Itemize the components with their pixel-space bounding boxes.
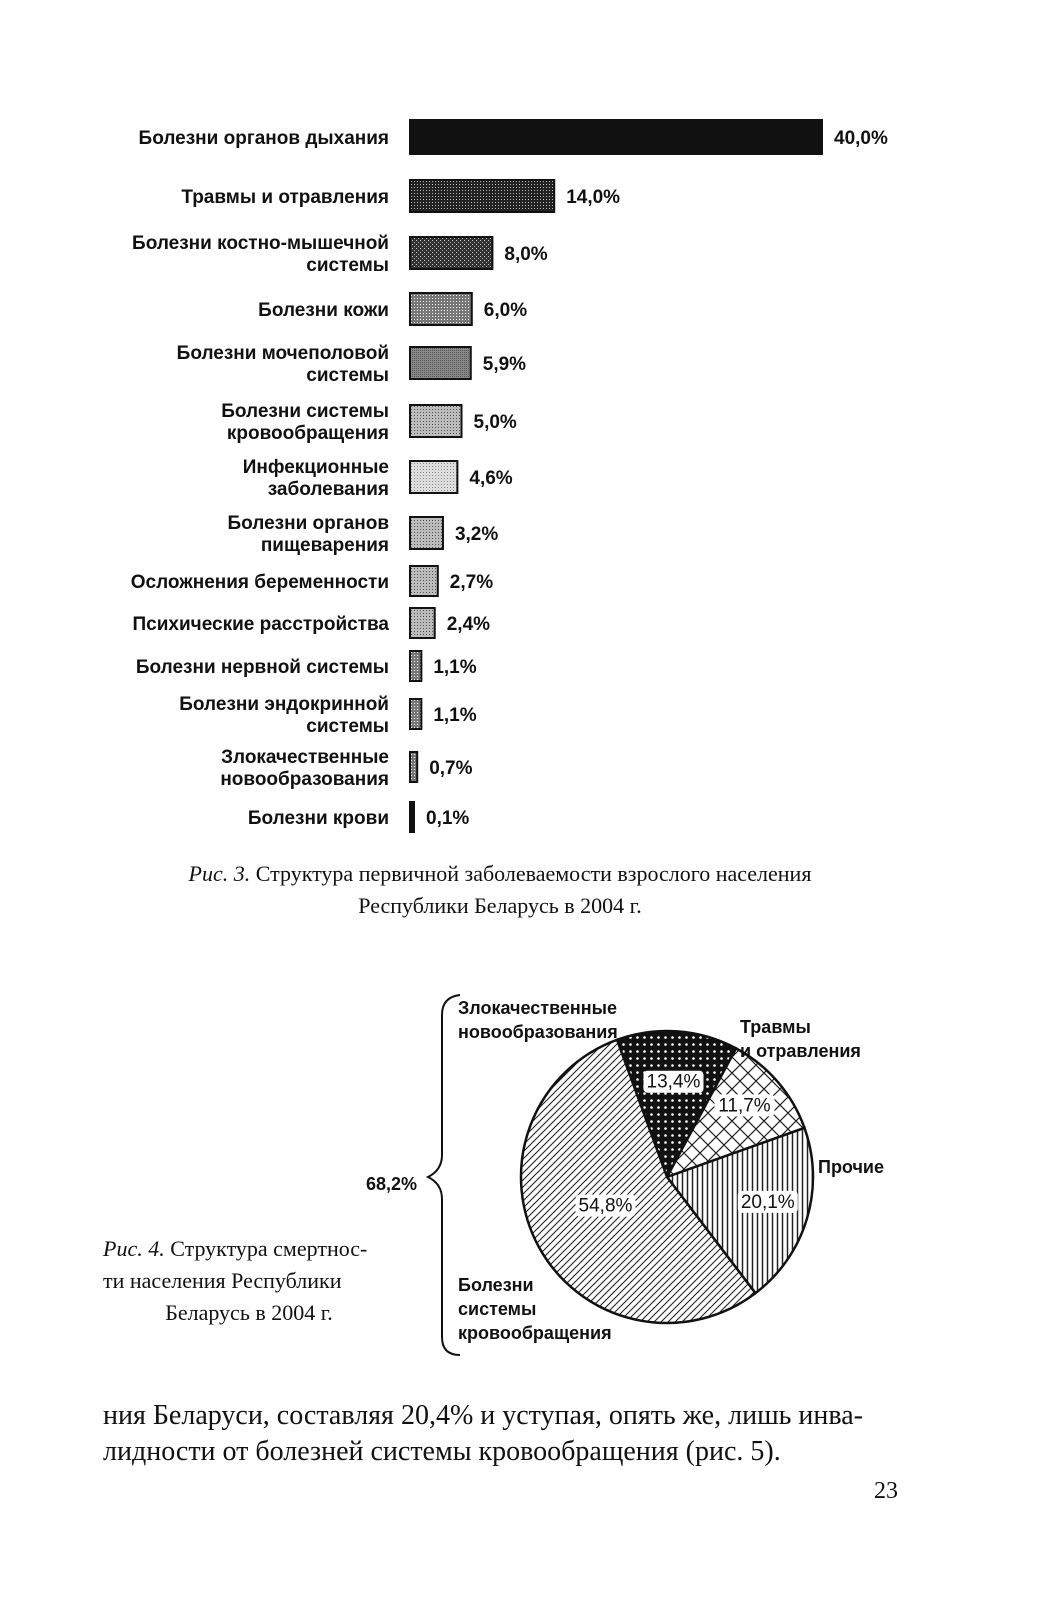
bar [410,517,443,549]
bar-value-label: 0,7% [429,758,473,779]
figure-3-caption [0,858,1000,922]
bar [410,699,421,729]
bar [410,802,414,832]
pie-value-label: 54,8% [578,1195,633,1217]
page-number: 23 [874,1478,898,1504]
bar-category-label: Злокачественные [221,747,389,768]
pie-slice-label: Болезни [458,1275,534,1295]
bracket-label: 68,2% [365,1174,417,1194]
figure-3-caption-line-1 [0,858,1000,890]
bar-category-label: системы [306,716,389,737]
bar-value-label: 4,6% [469,468,513,489]
bracket [428,995,460,1355]
bar [410,405,462,437]
bar-value-label: 8,0% [504,244,548,265]
bar [410,180,554,212]
bar-value-label: 14,0% [566,187,621,208]
body-text-line-2: лидности от болезней системы кровообращения (рис. 5). [103,1436,781,1467]
bar-category-label: пищеварения [260,535,389,556]
body-text-line-1: ния Беларуси, составляя 20,4% и уступая, опять же, лишь инва- [103,1400,863,1431]
bar-category-label: Болезни нервной системы [135,657,389,678]
bar-value-label: 5,9% [482,354,527,375]
bar-value-label: 2,7% [449,572,494,593]
bar-category-label: Болезни мочеполовой [176,343,389,364]
bar-category-label: Болезни крови [247,808,389,829]
bar [410,293,472,325]
bar [410,120,822,154]
figure-3-caption-line-2: Республики Беларусь в 2004 г. [358,893,642,918]
bar-value-label: 1,1% [433,705,477,726]
bar [410,566,438,596]
bar-category-label: Травмы и отравления [181,187,389,208]
bar-category-label: Болезни костно-мышечной [132,233,389,254]
bar-category-label: системы [306,365,389,386]
figure-4-caption-line-2: ти населения Республики [103,1268,342,1293]
bar [410,237,492,269]
pie-slice-label: и отравления [740,1041,861,1061]
figure-4-caption-line-3: Беларусь в 2004 г. [165,1300,333,1325]
figure-4-caption-prefix: Рис. 4. [103,1236,165,1261]
bar-value-label: 5,0% [473,412,517,433]
pie-slice-label: системы [458,1299,537,1319]
pie-chart [340,985,940,1365]
bar [410,347,471,379]
bar-category-label: Болезни эндокринной [179,694,389,715]
bar [410,752,417,782]
pie-value-label: 20,1% [740,1191,795,1213]
bar-category-label: кровообращения [226,423,389,444]
bar-value-label: 0,1% [426,808,470,829]
figure-4-caption-line-1 [103,1233,395,1265]
body-text [103,1398,923,1470]
bar-category-label: Болезни органов [227,513,389,534]
bar [410,651,421,681]
pie-slice-label: кровообращения [458,1323,612,1343]
bar-category-label: новообразования [220,769,389,790]
bar-value-label: 2,4% [446,614,491,635]
bar [410,461,457,493]
bar-value-label: 40,0% [834,128,888,149]
bar-chart [0,100,1059,850]
pie-slice-label: Прочие [818,1157,885,1177]
bar-value-label: 3,2% [454,524,499,545]
bar-category-label: Инфекционные [242,457,389,478]
bar-category-label: системы [306,255,389,276]
bar-category-label: Болезни кожи [258,300,389,321]
pie-slice-label: Злокачественные [458,998,618,1018]
figure-4-caption-text: Структура смертнос- [170,1236,368,1261]
bar-category-label: Осложнения беременности [130,572,389,593]
pie-slice-label: новообразования [458,1022,618,1042]
figure-4-caption [103,1233,395,1329]
pie-value-label: 11,7% [718,1095,771,1117]
bar-value-label: 1,1% [433,657,477,678]
bar-category-label: Болезни системы [221,401,389,422]
figure-3-caption-prefix: Рис. 3. [188,861,251,886]
bar-value-label: 6,0% [483,300,528,321]
figure-3-caption-text: Структура первичной заболеваемости взрослого населения [255,861,812,886]
pie-value-label: 13,4% [646,1071,701,1093]
bar-category-label: Болезни органов дыхания [138,128,389,149]
bar [410,608,435,638]
bar-category-label: Психические расстройства [132,614,389,635]
bar-category-label: заболевания [267,479,389,500]
pie-slice-label: Травмы [740,1017,811,1037]
